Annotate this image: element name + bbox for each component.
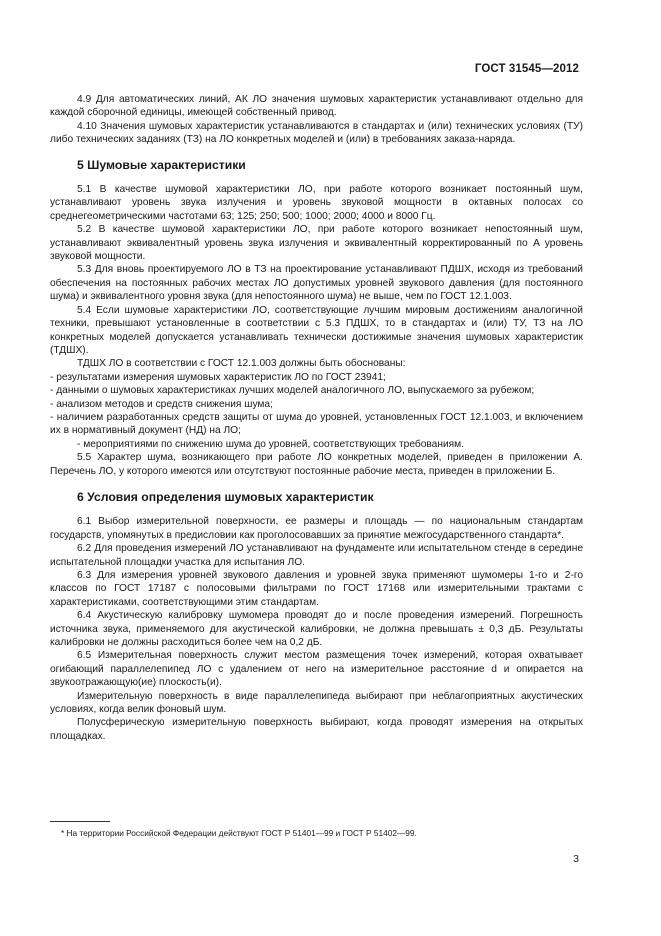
list-item: - наличием разработанных средств защиты от шума до уровней, установленных ГОСТ 12.1.003, и включением их в нормативный документ (НД) на ЛО; <box>50 411 583 437</box>
document-body <box>50 93 583 743</box>
list-item: - анализом методов и средств снижения шума; <box>50 398 273 410</box>
paragraph-6-1: 6.1 Выбор измерительной поверхности, ее размеры и площадь — по национальным стандартам государств, упомянутых в предисловии как проголосовавших за принятие межгосударственного стандарта*. <box>50 516 583 541</box>
footnote-divider <box>50 821 110 822</box>
paragraph-6-5-hemisphere: Полусферическую измерительную поверхность выбирают, когда проводят измерения на открытых площадках. <box>50 717 583 742</box>
paragraph-4-10: 4.10 Значения шумовых характеристик устанавливаются в стандартах и (или) технических условиях (ТУ) либо технических заданиях (ТЗ) на ЛО конкретных моделей и (или) в требованиях заказа-наряда. <box>50 120 583 146</box>
paragraph-5-5: 5.5 Характер шума, возникающего при работе ЛО конкретных моделей, приведен в приложении А. Перечень ЛО, у которого имеются или отсутствуют постоянные рабочие места, приведен в приложении Б. <box>50 452 583 477</box>
paragraph-5-2: 5.2 В качестве шумовой характеристики ЛО, при работе которого возникает непостоянный шум, устанавливают эквивалентный уровень звука излучения и эквивалентный корректированный по A уровень звуковой мощности. <box>50 224 583 263</box>
paragraph-5-3: 5.3 Для вновь проектируемого ЛО в ТЗ на проектирование устанавливают ПДШХ, исходя из требований обеспечения на постоянных рабочих местах ЛО допустимых уровней звукового давления (для постоянного шума) и эквивалентного уровня звука (для непостоянного шума) не выше, чем по ГОСТ 12.1.003. <box>50 264 583 303</box>
paragraph-6-5-parallelepiped: Измерительную поверхность в виде параллелепипеда выбирают при неблагоприятных акустических условиях, когда велик фоновый шум. <box>50 690 583 716</box>
section-6-heading: 6 Условия определения шумовых характеристик <box>77 489 374 504</box>
list-item: - результатами измерения шумовых характеристик ЛО по ГОСТ 23941; <box>50 371 386 383</box>
page-number: 3 <box>573 853 579 865</box>
tdshx-intro: ТДШХ ЛО в соответствии с ГОСТ 12.1.003 должны быть обоснованы: <box>77 358 406 370</box>
paragraph-6-4: 6.4 Акустическую калибровку шумомера проводят до и после проведения измерений. Погрешность источника звука, применяемого для акустической калибровки, не должна превышать ± 0,3 дБ. Результаты калибровки не должны расходиться более чем на 0,2 дБ. <box>50 610 583 649</box>
paragraph-6-2: 6.2 Для проведения измерений ЛО устанавливают на фундаменте или испытательном стенде в середине испытательной площадки участка для испытания ЛО. <box>50 543 583 568</box>
section-5-heading: 5 Шумовые характеристики <box>77 157 246 172</box>
footnote: * На территории Российской Федерации действуют ГОСТ Р 51401—99 и ГОСТ Р 51402—99. <box>61 828 417 838</box>
paragraph-4-9: 4.9 Для автоматических линий, АК ЛО значения шумовых характеристик устанавливают отдельно для каждой сборочной единицы, имеющей собственный привод. <box>50 94 583 119</box>
list-item: - мероприятиями по снижению шума до уровней, соответствующих требованиям. <box>77 438 465 450</box>
document-code-header: ГОСТ 31545—2012 <box>474 63 579 75</box>
paragraph-6-3: 6.3 Для измерения уровней звукового давления и уровней звука применяют шумомеры 1-го и 2-го классов по ГОСТ 17187 с полосовыми фильтрами по ГОСТ 17168 или измерительными трактами с характеристиками, соответствующими этим стандартам. <box>50 570 583 608</box>
list-item: - данными о шумовых характеристиках лучших моделей аналогичного ЛО, выпускаемого за рубежом; <box>50 385 535 397</box>
paragraph-5-4: 5.4 Если шумовые характеристики ЛО, соответствующие лучшим мировым достижениям аналогичной техники, превышают установленные в соответствии с 5.3 ПДШХ, то в стандартах и (или) ТУ, ТЗ на ЛО конкретных моделей допускается устанавливать технически достижимые значения шумовых характеристик (ТДШХ). <box>50 304 583 356</box>
paragraph-6-5: 6.5 Измерительная поверхность служит местом размещения точек измерений, которая охватывает огибающий параллелепипед ЛО с удалением от него на измерительное расстояние d и опирается на звукоотражающую(ие) плоскость(и). <box>50 650 583 689</box>
paragraph-5-1: 5.1 В качестве шумовой характеристики ЛО, при работе которого возникает постоянный шум, устанавливают уровень звука излучения и уровень звуковой мощности в октавных полосах со среднегеометрическими частотами 63; 125; 250; 500; 1000; 2000; 4000 и 8000 Гц. <box>50 184 583 222</box>
